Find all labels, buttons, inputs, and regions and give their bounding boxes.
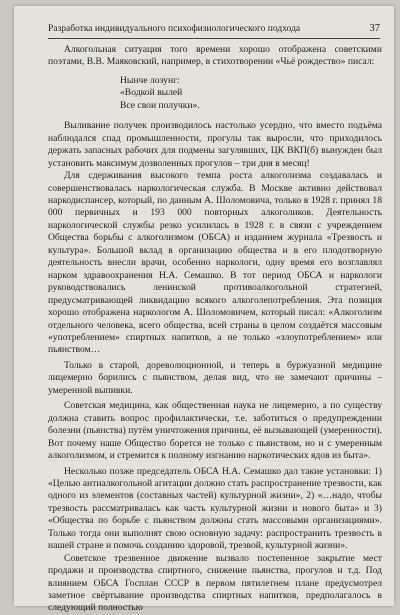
paragraph: Алкогольная ситуация того времени хорошо отображена советскими поэтами, В.В. Маяковский, например, в стихотворении «Чьё рождество» писал: — [48, 44, 382, 68]
verse-line: Все свои получки». — [120, 99, 200, 111]
verse-line: «Водкой вылей — [120, 87, 183, 99]
paragraph: Советское трезвенное движение вызвало постепенное закрытие мест продажи и производства спиртного, снижение пьянства, прогулов и т.д. Под влиянием ОБСА Госплан СССР в первом пятилетнем плане предусмотрел заметное свёртывание производства спиртных напитков, предполагалось в следующий полностью — [48, 552, 382, 614]
page-body — [48, 44, 382, 615]
running-title: Разработка индивидуального психофизиологического подхода — [48, 24, 301, 34]
paragraph: Только в старой, дореволюционной, и теперь в буржуазной медицине лицемерно борились с пьянством, делая вид, что не замечают причины – умеренной выпивки. — [48, 359, 382, 396]
verse-line: Нынче лозунг: — [120, 74, 180, 86]
book-page — [14, 6, 394, 614]
paragraph: Советская медицина, как общественная наука не лицемерно, а по существу должна ставить вопрос профилактически, т.е. заботиться о предупреждении болезни (пьянства) путём уничтожения причины, её вызывающей (умеренности). Вот почему наше Общество борется не только с пьянством, но и с умеренным алкоголизмом, и стремится к полному изгнанию наркотических ядов из быта». — [48, 400, 382, 462]
paragraph: Выливание получек производилось настолько усердно, что вместо подъёма наблюдался спад промышленности, прогулы так выросли, что приходилось держать запасных рабочих для подмены загулявших, ЦК ВКП(б) вынужден был установить максимум дозволенных прогулов – три дня в месяц! — [48, 120, 382, 169]
paragraph: Для сдерживания высокого темпа роста алкоголизма создавалась и совершенствовалась наркологическая служба. В Москве активно действовал наркодиспансер, который, по данным А. Шоломовича, только в 1928 г. принял 18 000 первичных и 193 000 повторных алкоголиков. Деятельность наркологической службы резко усилилась в 1928 г. в связи с учреждением Общества борьбы с алкоголизмом (ОБСА) и изданием журнала «Трезвость и культура». Большой вклад в организацию общества и в его плодотворную деятельность внесли врачи, особенно наркологи, одну время его возглавлял нарком здравоохранения Н.А. Семашко. В тот период ОБСА и наркологи руководствовались ленинской противоалкогольной стратегией, предусматривающей ликвидацию всякого алкоголепотребления. Эта позиция хорошо отображена наркологом А. Шоломовичем, который писал: «Алкоголизм отдельного человека, всего общества, всей страны в целом создаётся массовым «употреблением» спиртных напитков, а не только «злоупотреблением» или пьянством… — [48, 170, 382, 356]
verse-quote — [120, 75, 382, 112]
running-header — [48, 20, 380, 39]
page-number: 37 — [369, 23, 380, 34]
paragraph: Несколько позже председатель ОБСА Н.А. Семашко дал такие установки: 1) «Целью антиалкогольной агитации должно стать распространение трезвости, как одного из элементов (составных частей) культурной жизни», 2) «…надо, чтобы трезвость рассматривалась как часть культурной жизни и нового быта» и 3) «Общества по борьбе с пьянством должны стать массовыми организациями». Только тогда они выполнят свою основную задачу: распространить трезвость в нашей стране и помочь созданию здоровой, трезвой, культурной жизни». — [48, 465, 382, 552]
